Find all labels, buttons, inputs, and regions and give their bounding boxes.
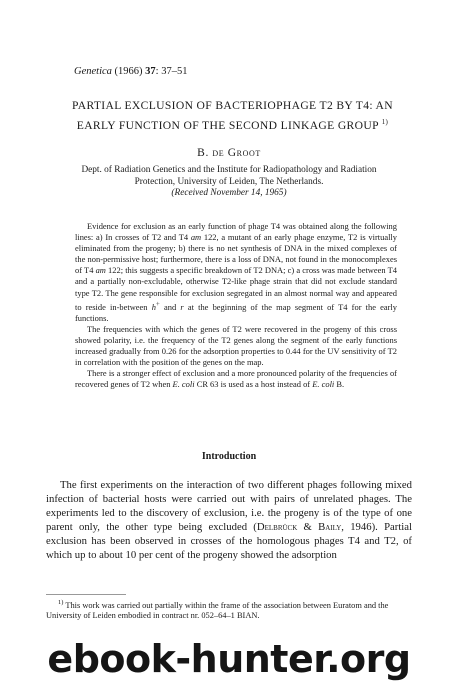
footnote [46,598,412,622]
abstract-italic: h [151,301,156,312]
journal-name: Genetica [74,66,112,77]
journal-volume: 37 [145,66,156,77]
author [0,147,458,159]
title-line-1: PARTIAL EXCLUSION OF BACTERIOPHAGE T2 BY T4: AN [72,99,393,112]
affiliation-line-1: Dept. of Radiation Genetics and the Institute for Radiopathology and Radiation [81,165,377,175]
abstract-italic: am [190,232,202,243]
abstract-text: There is a stronger effect of exclusion and a more pronounced polarity of the frequencies of recovered genes of T2 when [75,368,397,390]
abstract-paragraph-2: The frequencies with which the genes of T2 were recovered in the progeny of this cross showed polarity, i.e. the frequency of the T2 genes along the segment of the early functions increased gradually from 0.26 for the adsorption properties to 0.44 for the UV sensitivity of T2 in correlation with the position of the genes on the map. [75,323,397,367]
footnote-mark: 1) [58,599,64,606]
author-surname: de Groot [212,147,261,159]
title-footnote-mark: 1) [381,118,389,126]
abstract-italic: E. coli [172,379,195,390]
title-line-2-text: EARLY FUNCTION OF THE SECOND LINKAGE GROUP [76,118,379,132]
affiliation [50,165,408,200]
introduction-paragraph [46,478,412,563]
abstract-text: B. [334,379,345,390]
abstract-italic: am [95,265,106,276]
abstract-text: at the beginning of the map segment of T4 for the early functions. [75,301,397,323]
abstract-superscript: + [155,299,160,308]
received-date: (Received November 14, 1965) [171,188,287,198]
abstract-paragraph-3 [75,368,397,390]
title-line-2 [60,114,405,134]
affiliation-line-2: Protection, University of Leiden, The Netherlands. [134,176,324,187]
abstract-text: 122, a mutant of an early phage enzyme, T2 is virtually eliminated from the progeny; b) there is no net synthesis of DNA in the mixed complexes of the non-permissive host; furthermore, there is a loss of DNA, not found in the monocomplexes of T4 [75,232,397,276]
watermark-logo: ebook-hunter.org [47,637,411,681]
abstract-text: Evidence for exclusion as an early function of phage T4 was obtained along the following lines: a) In crosses of T2 and T4 [75,221,397,243]
abstract-text: CR 63 is used as a host instead of [194,379,313,390]
abstract-italic: r [180,301,184,312]
abstract-text: and [159,301,181,312]
abstract-paragraph-1 [75,221,397,324]
footnote-divider [46,594,126,595]
journal-citation [74,66,187,77]
author-initial: B. [197,147,209,159]
abstract-text: 122; this suggests a specific breakdown of T2 DNA; c) a cross was made between T4 and a partially non-excludable, otherwise T2-like phage strain that did not exclude standard type T2. The gene responsible for exclusion segregated in an almost normal way and appeared to reside in-between [75,265,397,312]
journal-year: (1966) [114,66,143,77]
intro-text: , 1946). Partial exclusion has been observed in crosses of the homologous phages T4 and T2, of which up to about 10 per cent of the progeny showed the adsorption [46,521,412,562]
section-heading-introduction: Introduction [201,451,257,462]
footnote-text: This work was carried out partially within the frame of the association between Euratom and the University of Leiden embodied in contract nr. 052–64–1 BIAN. [46,600,389,621]
paper-title [60,97,405,134]
journal-pages: : 37–51 [155,66,188,77]
abstract [75,221,397,390]
abstract-italic: E. coli [312,379,335,390]
introduction-body [46,478,412,563]
footnote-paragraph [46,598,412,622]
intro-text: The first experiments on the interaction of two different phages following mixed infection of bacterial hosts were carried out with pairs of unrelated phages. The experiments led to the discovery of exclusion, i.e. the progeny is of the type of one parent only, the other type being excluded ( [46,479,412,534]
intro-citation: Delbrück & Baily [256,521,342,534]
